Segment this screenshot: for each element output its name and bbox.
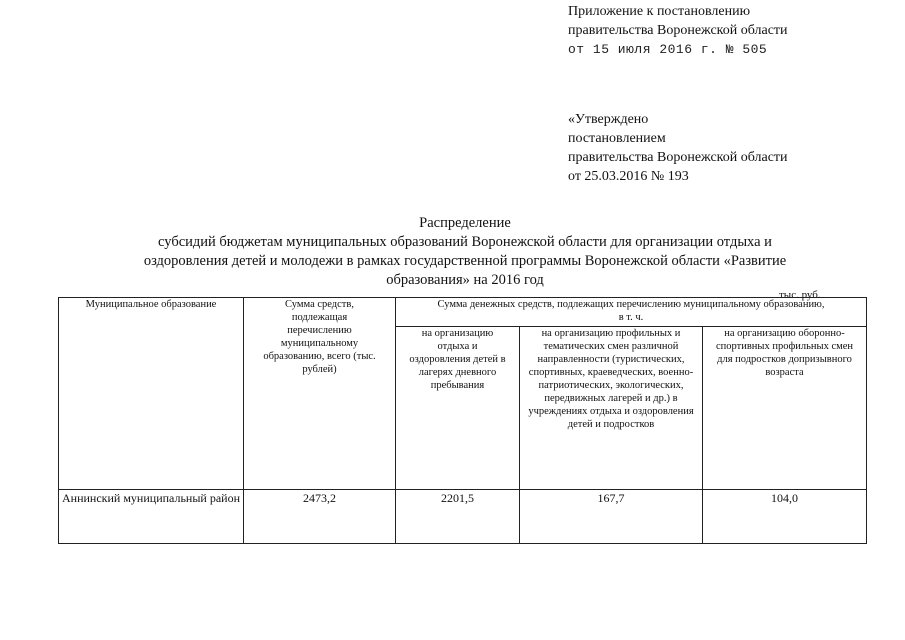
- cell-defense-sport: 104,0: [703, 490, 867, 544]
- header-municipality: Муниципальное образование: [59, 298, 244, 490]
- header-total: Сумма средств, подлежащая перечислению муниципальному образованию, всего (тыс. рублей): [244, 298, 396, 490]
- approved-line-1: «Утверждено: [568, 112, 649, 127]
- heading-line-4: образования» на 2016 год: [386, 272, 544, 288]
- table-header-row-1: [59, 298, 867, 327]
- document-heading: [60, 214, 870, 290]
- header-funds-group: Сумма денежных средств, подлежащих перечислению муниципальному образованию, в т. ч.: [396, 298, 867, 327]
- heading-title: Распределение: [419, 215, 511, 231]
- table-row: [59, 490, 867, 544]
- heading-line-2: субсидий бюджетам муниципальных образований Воронежской области для организации отдыха и: [158, 234, 772, 250]
- unit-label: тыс. руб.: [779, 289, 821, 301]
- approved-line-4: от 25.03.2016 № 193: [568, 169, 689, 184]
- appendix-line-2: правительства Воронежской области: [568, 23, 788, 38]
- appendix-line-1: Приложение к постановлению: [568, 4, 751, 19]
- approved-line-3: правительства Воронежской области: [568, 150, 788, 165]
- approved-line-2: постановлением: [568, 131, 666, 146]
- header-profile-shifts: на организацию профильных и тематических смен различной направленности (туристических, спортивных, краеведческих, военно-патриотических, экологических, передвижных лагерей и др.) в учреждениях отдыха и оздоровления детей и подростков: [520, 327, 703, 490]
- cell-day-camps: 2201,5: [396, 490, 520, 544]
- heading-line-3: оздоровления детей и молодежи в рамках государственной программы Воронежской области «Развитие: [143, 253, 787, 269]
- approval-stamp-text: [568, 110, 788, 186]
- header-day-camps: на организацию отдыха и оздоровления детей в лагерях дневного пребывания: [396, 327, 520, 490]
- header-defense-sport: на организацию оборонно-спортивных профильных смен для подростков допризывного возраста: [703, 327, 867, 490]
- cell-total: 2473,2: [244, 490, 396, 544]
- cell-municipality: Аннинский муниципальный район: [59, 490, 244, 544]
- appendix-date-number: от 15 июля 2016 г. № 505: [568, 42, 768, 57]
- cell-profile-shifts: 167,7: [520, 490, 703, 544]
- subsidy-distribution-table: [58, 297, 867, 544]
- appendix-reference: [568, 2, 788, 59]
